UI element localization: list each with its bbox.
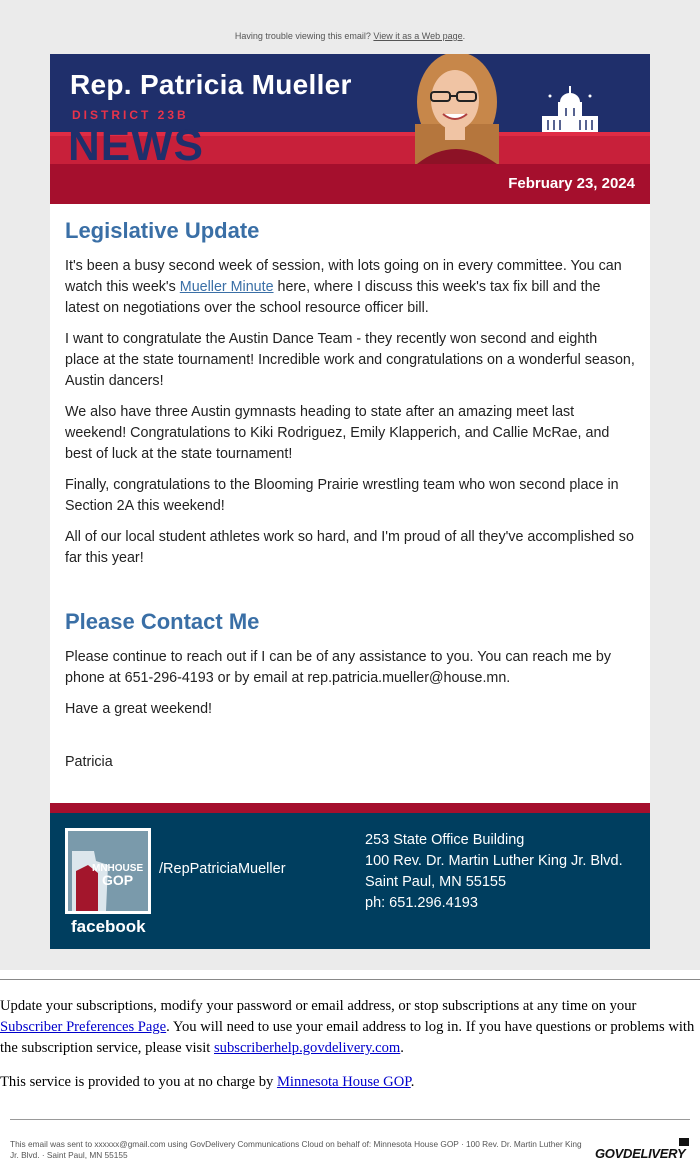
paragraph-weekend: Have a great weekend! [65, 701, 213, 717]
divider [10, 1119, 690, 1120]
sub-text-3: . [400, 1040, 404, 1056]
signoff: Patricia [65, 754, 113, 770]
govdelivery-logo[interactable] [595, 1146, 685, 1161]
address-line: Saint Paul, MN 55155 [365, 874, 507, 890]
sent-to-note: This email was sent to xxxxxx@gmail.com using GovDelivery Communications Cloud on behalf of: Minnesota House GOP · 100 Rev. Dr. Martin Luther King Jr. Blvd. · Saint Paul, MN 55155 [10, 1139, 582, 1160]
logo-gop-text: GOP [102, 872, 134, 888]
paragraph-athletes: All of our local student athletes work so hard, and I'm proud of all they've accomplished so far this year! [65, 529, 634, 566]
minnesota-house-gop-link[interactable]: Minnesota House GOP [276, 1074, 411, 1090]
view-web-page-link[interactable]: View it as a Web page [373, 31, 463, 41]
logo-inner [68, 831, 148, 911]
contact-heading: Please Contact Me [65, 609, 260, 634]
paragraph-mueller-minute [65, 256, 635, 319]
paragraph-gymnasts: We also have three Austin gymnasts heading to state after an amazing meet last weekend! Congratulations to Kiki Rodriguez, Emily Klapperich, and Callie McRae, and best of luck at the state tournament! [65, 404, 610, 462]
sub-text-1: Update your subscriptions, modify your password or email address, or stop subscriptions at any time on your [0, 998, 637, 1014]
service-period: . [410, 1074, 415, 1090]
issue-date: February 23, 2024 [508, 175, 635, 192]
section-spacer [65, 579, 635, 609]
news-label: NEWS [68, 121, 204, 170]
subscription-paragraph [0, 996, 700, 1059]
paragraph-contact: Please continue to reach out if I can be of any assistance to you. You can reach me by phone at 651-296-4193 or by email at rep.patricia.mueller@house.mn. [65, 649, 612, 686]
legislative-update-heading: Legislative Update [65, 218, 260, 243]
trouble-viewing-period: . [462, 31, 466, 41]
footer-band [50, 803, 650, 949]
subscriber-preferences-link[interactable]: Subscriber Preferences Page [0, 1019, 167, 1035]
sub-text-2: . You will need to use your email address to log in. If you have questions or problems with the subscription service, please visit [0, 1019, 695, 1056]
signoff-spacer [65, 730, 635, 752]
facebook-handle[interactable]: /RepPatriciaMueller [159, 861, 286, 877]
service-text: This service is provided to you at no charge by [0, 1074, 277, 1090]
facebook-label[interactable]: facebook [71, 917, 146, 936]
representative-name: Rep. Patricia Mueller [70, 69, 352, 100]
trouble-viewing-text: Having trouble viewing this email? [234, 31, 374, 41]
mnhouse-gop-logo[interactable] [65, 828, 151, 914]
address-line: 100 Rev. Dr. Martin Luther King Jr. Blvd. [365, 853, 623, 869]
capitol-icon [538, 80, 602, 136]
p1-text-after: here, where I discuss this week's tax fix bill and the latest on negotiations over the school resource officer bill. [65, 279, 601, 316]
service-paragraph [0, 1072, 700, 1093]
paragraph-dance-team: I want to congratulate the Austin Dance Team - they recently won second and eighth place at the state tournament! Incredible work and congratulations on a wonderful season, Austin dancers! [65, 331, 635, 389]
minnesota-map-icon [68, 831, 148, 911]
divider [0, 979, 700, 980]
logo-mnhouse-text: MNHOUSE [92, 863, 144, 874]
subscriberhelp-link[interactable]: subscriberhelp.govdelivery.com [214, 1040, 401, 1056]
mueller-minute-link[interactable]: Mueller Minute [179, 279, 274, 295]
district-label: DISTRICT 23B [72, 108, 189, 122]
paragraph-wrestling: Finally, congratulations to the Blooming Prairie wrestling team who won second place in Section 2A this weekend! [65, 477, 619, 514]
newsletter [50, 54, 650, 949]
header-banner [50, 54, 650, 204]
subscription-info [0, 996, 700, 1106]
govdelivery-logo-text: GOVDELIVERY [595, 1146, 686, 1161]
phone-line: ph: 651.296.4193 [365, 895, 478, 911]
address-line: 253 State Office Building [365, 832, 525, 848]
office-address [365, 830, 623, 914]
trouble-viewing-note [0, 31, 700, 41]
newsletter-body [50, 204, 650, 803]
envelope-icon [679, 1138, 689, 1146]
portrait-photo [395, 54, 515, 164]
p1-text-before: It's been a busy second week of session, with lots going on in every committee. You can watch this week's [65, 258, 622, 295]
